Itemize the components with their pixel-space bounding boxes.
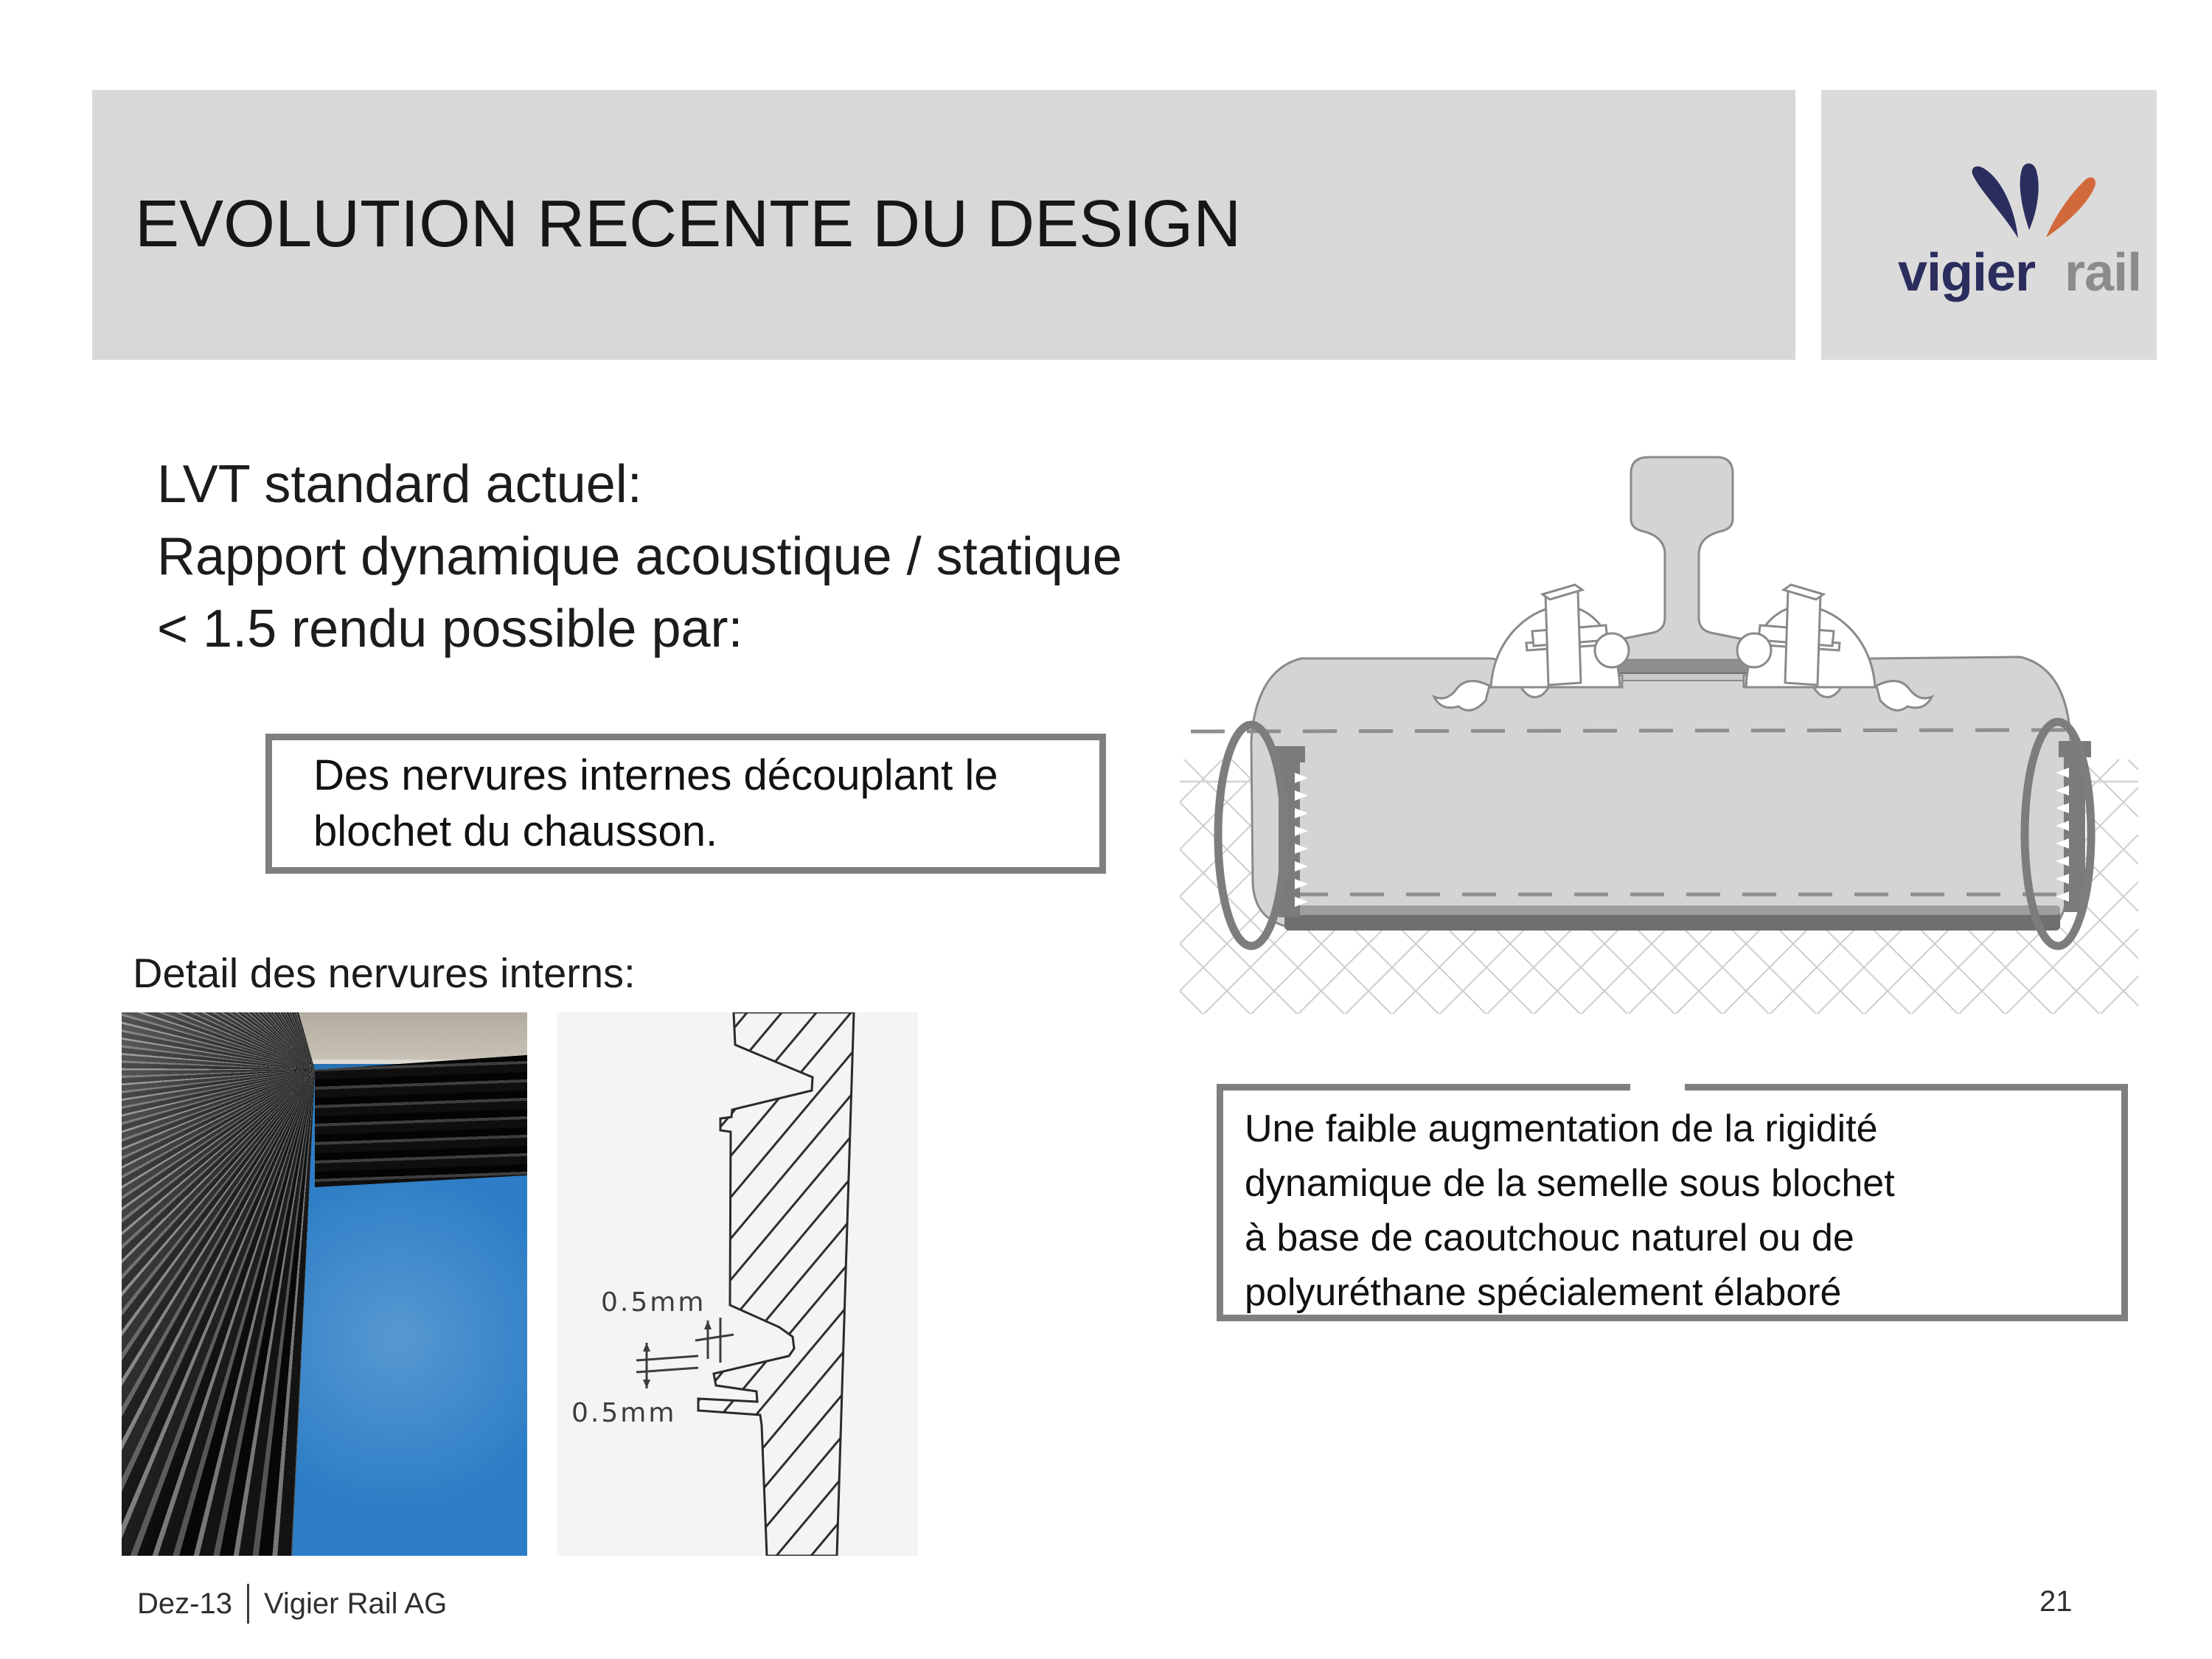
callout-nervures [265,734,1106,874]
logo-petal-left [1972,167,2018,238]
header-band [92,90,1795,360]
callout-border-gap [1630,1084,1685,1091]
rail-block-diagram [1180,428,2138,1018]
logo-petal-middle [2020,164,2039,230]
rib-section-drawing [557,1012,918,1556]
intro-line-2: Rapport dynamique acoustique / statique [157,527,1122,586]
callout-semelle-text: Une faible augmentation de la rigidité dynamique de la semelle sous blochet à base de caoutchouc naturel ou de polyuréthane spécialement élaboré [1245,1107,1895,1314]
footer-date: Dez-13 [137,1587,232,1620]
boot-corner-photo [122,1012,527,1556]
rail-block-svg [1180,428,2138,1018]
callout-semelle [1217,1084,2128,1321]
footer-company: Vigier Rail AG [263,1587,448,1620]
dim-bottom-label: 0.5mm [571,1398,677,1428]
intro-line-3: < 1.5 rendu possible par: [157,599,743,658]
footer [137,1584,447,1624]
rib-section-svg [557,1012,918,1556]
page-number: 21 [2039,1585,2073,1618]
footer-divider [247,1584,249,1624]
intro-text [157,448,1122,665]
dim-top-label: 0.5mm [601,1287,706,1318]
logo-box [1821,90,2157,360]
logo-suffix-text: rail [2065,243,2142,302]
logo-brand-text: vigier [1898,243,2036,302]
detail-label: Detail des nervures interns: [133,950,636,996]
callout-nervures-text: Des nervures internes découplant le blochet du chausson. [313,751,998,855]
vigier-rail-logo-icon [1821,90,2157,360]
page-title: EVOLUTION RECENTE DU DESIGN [135,187,1242,261]
under-block-pad-top [1284,905,2060,915]
logo-petal-right [2046,178,2096,237]
intro-line-1: LVT standard actuel: [157,455,642,514]
sleeper-block [1251,657,2070,928]
